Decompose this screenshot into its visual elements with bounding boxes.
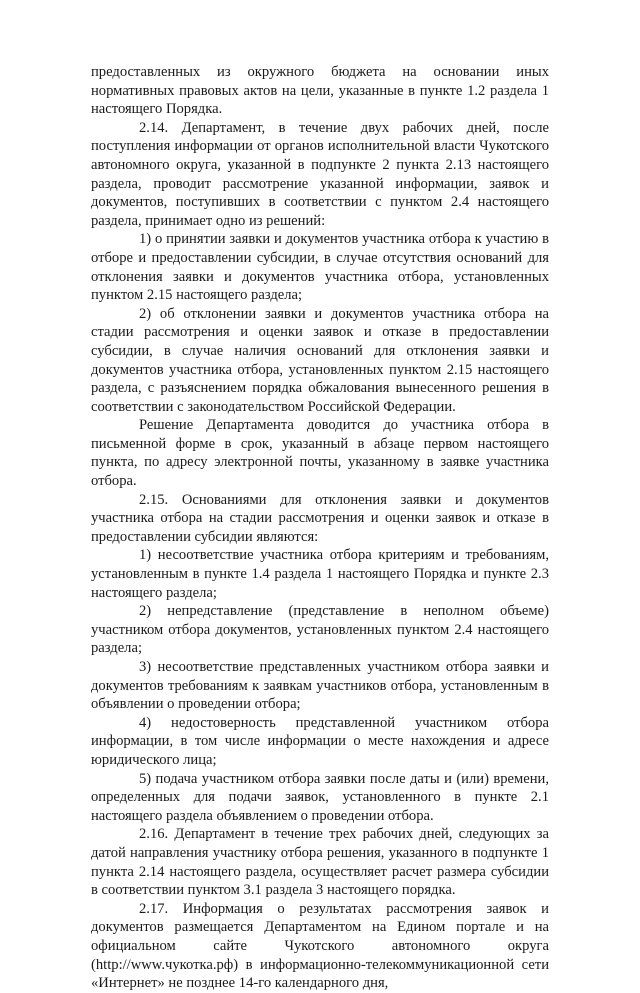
- paragraph-decision-notice: Решение Департамента доводится до участника отбора в письменной форме в срок, указанный в абзаце первом настоящего пункта, по адресу электронной почты, указанному в заявке участника отбора.: [91, 417, 549, 490]
- paragraph-2-14-item-2: 2) об отклонении заявки и документов участника отбора на стадии рассмотрения и оценки заявок и отказе в предоставлении субсидии, в случае наличия оснований для отклонения заявки и документов участника отбора, установленных пунктом 2.15 настоящего раздела, с разъяснением порядка обжалования вынесенного решения в соответствии с законодательством Российской Федерации.: [91, 305, 549, 415]
- paragraph-2-15-item-5: 5) подача участником отбора заявки после даты и (или) времени, определенных для подачи заявок, установленного в пункте 2.1 настоящего раздела объявлением о проведении отбора.: [91, 770, 549, 824]
- paragraph-2-15-item-1: 1) несоответствие участника отбора критериям и требованиям, установленным в пункте 1.4 раздела 1 настоящего Порядка и пункте 2.3 настоящего раздела;: [91, 547, 549, 601]
- document-body: [91, 63, 549, 993]
- paragraph-2-14-item-1: 1) о принятии заявки и документов участника отбора к участию в отборе и предоставлении субсидии, в случае отсутствия оснований для отклонения заявки и документов участника отбора, установленных пунктом 2.15 настоящего раздела;: [91, 231, 549, 304]
- paragraph-2-14: 2.14. Департамент, в течение двух рабочих дней, после поступления информации от органов исполнительной власти Чукотского автономного округа, указанной в подпункте 2 пункта 2.13 настоящего раздела, проводит рассмотрение указанной информации, заявок и документов, поступивших в соответствии с пунктом 2.4 настоящего раздела, принимает одно из решений:: [91, 119, 549, 229]
- paragraph-2-17: 2.17. Информация о результатах рассмотрения заявок и документов размещается Департаментом на Едином портале и на официальном сайте Чукотского автономного округа (http://www.чукотка.рф) в информационно-телекоммуникационной сети «Интернет» не позднее 14-го календарного дня,: [91, 900, 549, 992]
- paragraph-2-15-item-2: 2) непредставление (представление в неполном объеме) участником отбора документов, установленных пунктом 2.4 настоящего раздела;: [91, 603, 549, 657]
- paragraph-2-16: 2.16. Департамент в течение трех рабочих дней, следующих за датой направления участнику отбора решения, указанного в подпункте 1 пункта 2.14 настоящего раздела, осуществляет расчет размера субсидии в соответствии пунктом 3.1 раздела 3 настоящего порядка.: [91, 826, 549, 899]
- paragraph-continuation: предоставленных из окружного бюджета на основании иных нормативных правовых актов на цели, указанные в пункте 1.2 раздела 1 настоящего Порядка.: [91, 64, 549, 118]
- paragraph-2-15: 2.15. Основаниями для отклонения заявки и документов участника отбора на стадии рассмотрения и оценки заявок и отказе в предоставлении субсидии являются:: [91, 491, 549, 545]
- paragraph-2-15-item-3: 3) несоответствие представленных участником отбора заявки и документов требованиям к заявкам участников отбора, установленным в объявлении о проведении отбора;: [91, 659, 549, 713]
- paragraph-2-15-item-4: 4) недостоверность представленной участником отбора информации, в том числе информации о месте нахождения и адресе юридического лица;: [91, 714, 549, 768]
